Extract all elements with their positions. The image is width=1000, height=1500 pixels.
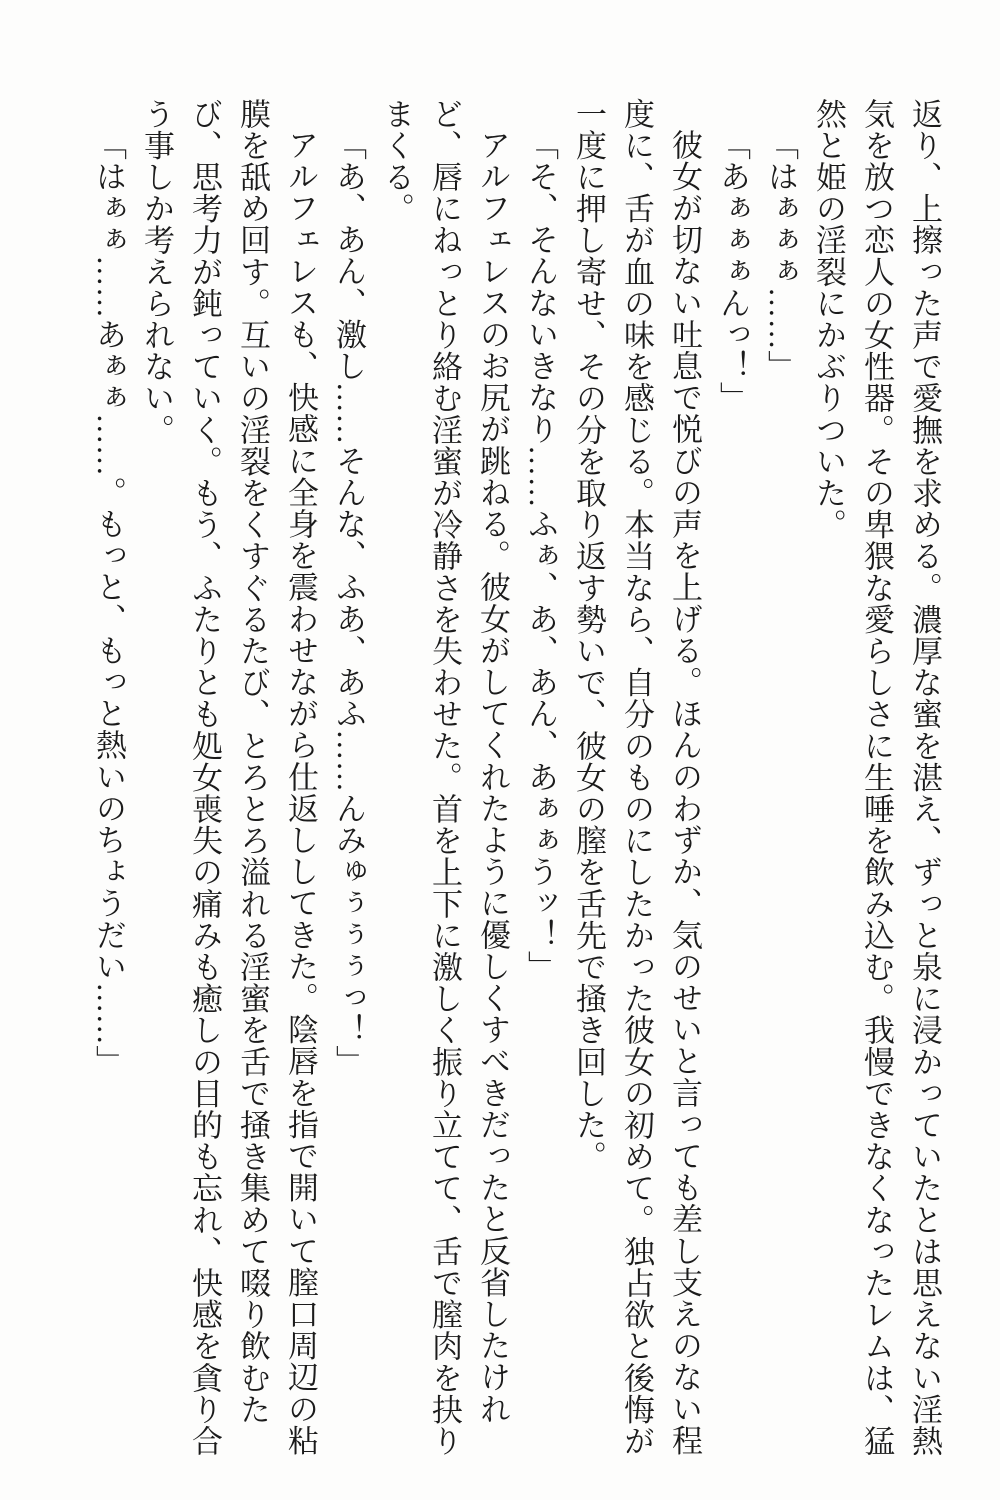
text-column: う事しか考えられない。 [139, 98, 174, 446]
text-column: 返り、上擦った声で愛撫を求める。濃厚な蜜を湛え、ずっと泉に浸かっていたとは思えない淫熱 [907, 98, 942, 1457]
text-column: 「はぁぁ……あぁぁ……。もっと、もっと熱いのちょうだい……」 [91, 129, 126, 1077]
text-column: まくる。 [379, 98, 414, 225]
text-column: 「あ、あん、激し……そんな、ふあ、あふ……んみゅぅぅぅっ！」 [331, 129, 366, 1077]
vertical-text-block [84, 98, 948, 1470]
text-column: ど、唇にねっとり絡む淫蜜が冷静さを失わせた。首を上下に激しく振り立てて、舌で膣肉を抉り [427, 98, 462, 1457]
text-column: 気を放つ恋人の女性器。その卑猥な愛らしさに生唾を飲み込む。我慢できなくなったレムは、猛 [859, 98, 894, 1457]
text-column: 然と姫の淫裂にかぶりついた。 [811, 98, 846, 541]
text-column: アルフェレスも、快感に全身を震わせながら仕返ししてきた。陰唇を指で開いて膣口周辺の粘 [283, 129, 318, 1457]
text-column: 「はぁぁぁ……」 [763, 129, 798, 382]
text-column: び、思考力が鈍っていく。もう、ふたりとも処女喪失の痛みも癒しの目的も忘れ、快感を貪り合 [187, 98, 222, 1457]
text-column: 彼女が切ない吐息で悦びの声を上げる。ほんのわずか、気のせいと言っても差し支えのない程 [667, 129, 702, 1457]
text-column: 「そ、そんないきなり……ふぁ、あ、あん、あぁぁうッ！」 [523, 129, 558, 983]
text-column: 一度に押し寄せ、その分を取り返す勢いで、彼女の膣を舌先で掻き回した。 [571, 98, 606, 1173]
text-column: 膜を舐め回す。互いの淫裂をくすぐるたび、とろとろ溢れる淫蜜を舌で掻き集めて啜り飲むた [235, 98, 270, 1426]
text-column: 度に、舌が血の味を感じる。本当なら、自分のものにしたかった彼女の初めて。独占欲と後悔が [619, 98, 654, 1457]
text-column: アルフェレスのお尻が跳ねる。彼女がしてくれたように優しくすべきだったと反省したけれ [475, 129, 510, 1425]
text-column: 「あぁぁぁんっ！」 [715, 129, 750, 414]
